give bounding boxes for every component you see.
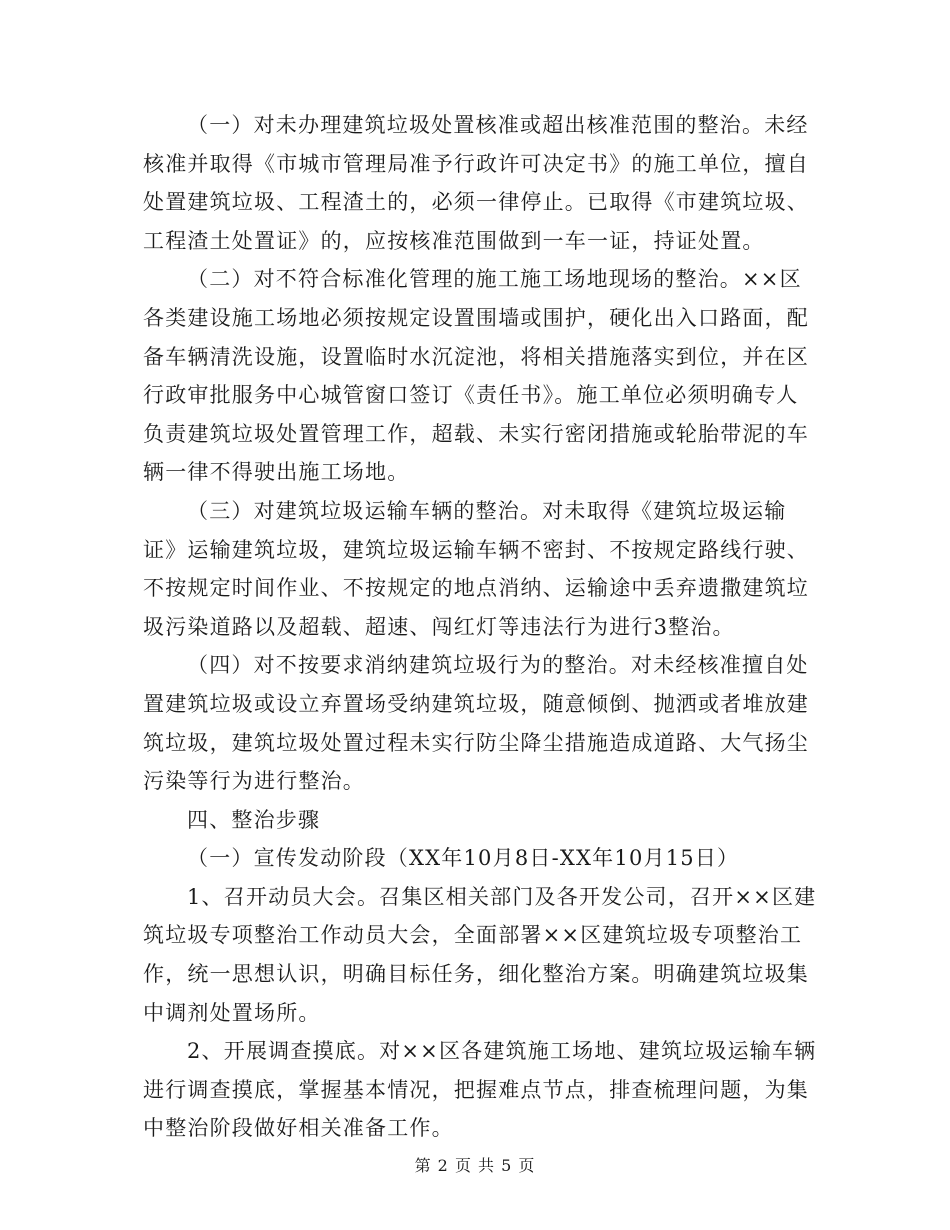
text-line: （一）对未办理建筑垃圾处置核准或超出核准范围的整治。未经 [187, 113, 809, 137]
text-line: 圾污染道路以及超载、超速、闯红灯等违法行为进行3整治。 [143, 614, 735, 639]
text-line: 筑垃圾，建筑垃圾处置过程未实行防尘降尘措施造成道路、大气扬尘 [143, 730, 809, 755]
text-line: 作，统一思想认识，明确目标任务，细化整治方案。明确建筑垃圾集 [143, 962, 809, 987]
document-body [143, 106, 817, 1148]
text-line: 行政审批服务中心城管窗口签订《责任书》。施工单位必须明确专人 [143, 383, 799, 408]
text-line: 辆一律不得驶出施工场地。 [143, 460, 410, 485]
text-line: 处置建筑垃圾、工程渣土的，必须一律停止。已取得《市建筑垃圾、 [143, 190, 809, 215]
text-line: 证》运输建筑垃圾，建筑垃圾运输车辆不密封、不按规定路线行驶、 [143, 537, 809, 562]
text-line: 各类建设施工场地必须按规定设置围墙或围护，硬化出入口路面，配 [143, 305, 809, 330]
page-number-footer: 第 2 页 共 5 页 [414, 1156, 536, 1175]
text-line: 进行调查摸底，掌握基本情况，把握难点节点，排查梳理问题，为集 [143, 1077, 809, 1102]
text-line: 2、开展调查摸底。对××区各建筑施工场地、建筑垃圾运输车辆 [187, 1039, 817, 1064]
text-line: （一）宣传发动阶段（XX年10月8日-XX年10月15日） [187, 846, 740, 871]
text-line: 污染等行为进行整治。 [143, 769, 365, 794]
text-line: 备车辆清洗设施，设置临时水沉淀池，将相关措施落实到位，并在区 [143, 344, 809, 369]
text-line: 工程渣土处置证》的，应按核准范围做到一车一证，持证处置。 [143, 228, 765, 253]
text-line: （四）对不按要求消纳建筑垃圾行为的整治。对未经核准擅自处 [187, 653, 809, 678]
text-line: 四、整治步骤 [187, 807, 321, 832]
text-line: （二）对不符合标准化管理的施工施工场地现场的整治。××区 [187, 267, 802, 292]
text-line: 中整治阶段做好相关准备工作。 [143, 1116, 454, 1141]
text-line: 中调剂处置场所。 [143, 1000, 321, 1025]
text-line: 负责建筑垃圾处置管理工作，超载、未实行密闭措施或轮胎带泥的车 [143, 421, 809, 446]
text-line: 核准并取得《市城市管理局准予行政许可决定书》的施工单位，擅自 [143, 151, 809, 176]
text-line: 筑垃圾专项整治工作动员大会，全面部署××区建筑垃圾专项整治工 [143, 923, 803, 948]
text-line: （三）对建筑垃圾运输车辆的整治。对未取得《建筑垃圾运输 [187, 498, 787, 523]
text-line: 1、召开动员大会。召集区相关部门及各开发公司，召开××区建 [187, 884, 817, 909]
text-line: 不按规定时间作业、不按规定的地点消纳、运输途中丢弃遗撒建筑垃 [143, 576, 809, 601]
text-line: 置建筑垃圾或设立弃置场受纳建筑垃圾，随意倾倒、抛洒或者堆放建 [143, 691, 809, 716]
